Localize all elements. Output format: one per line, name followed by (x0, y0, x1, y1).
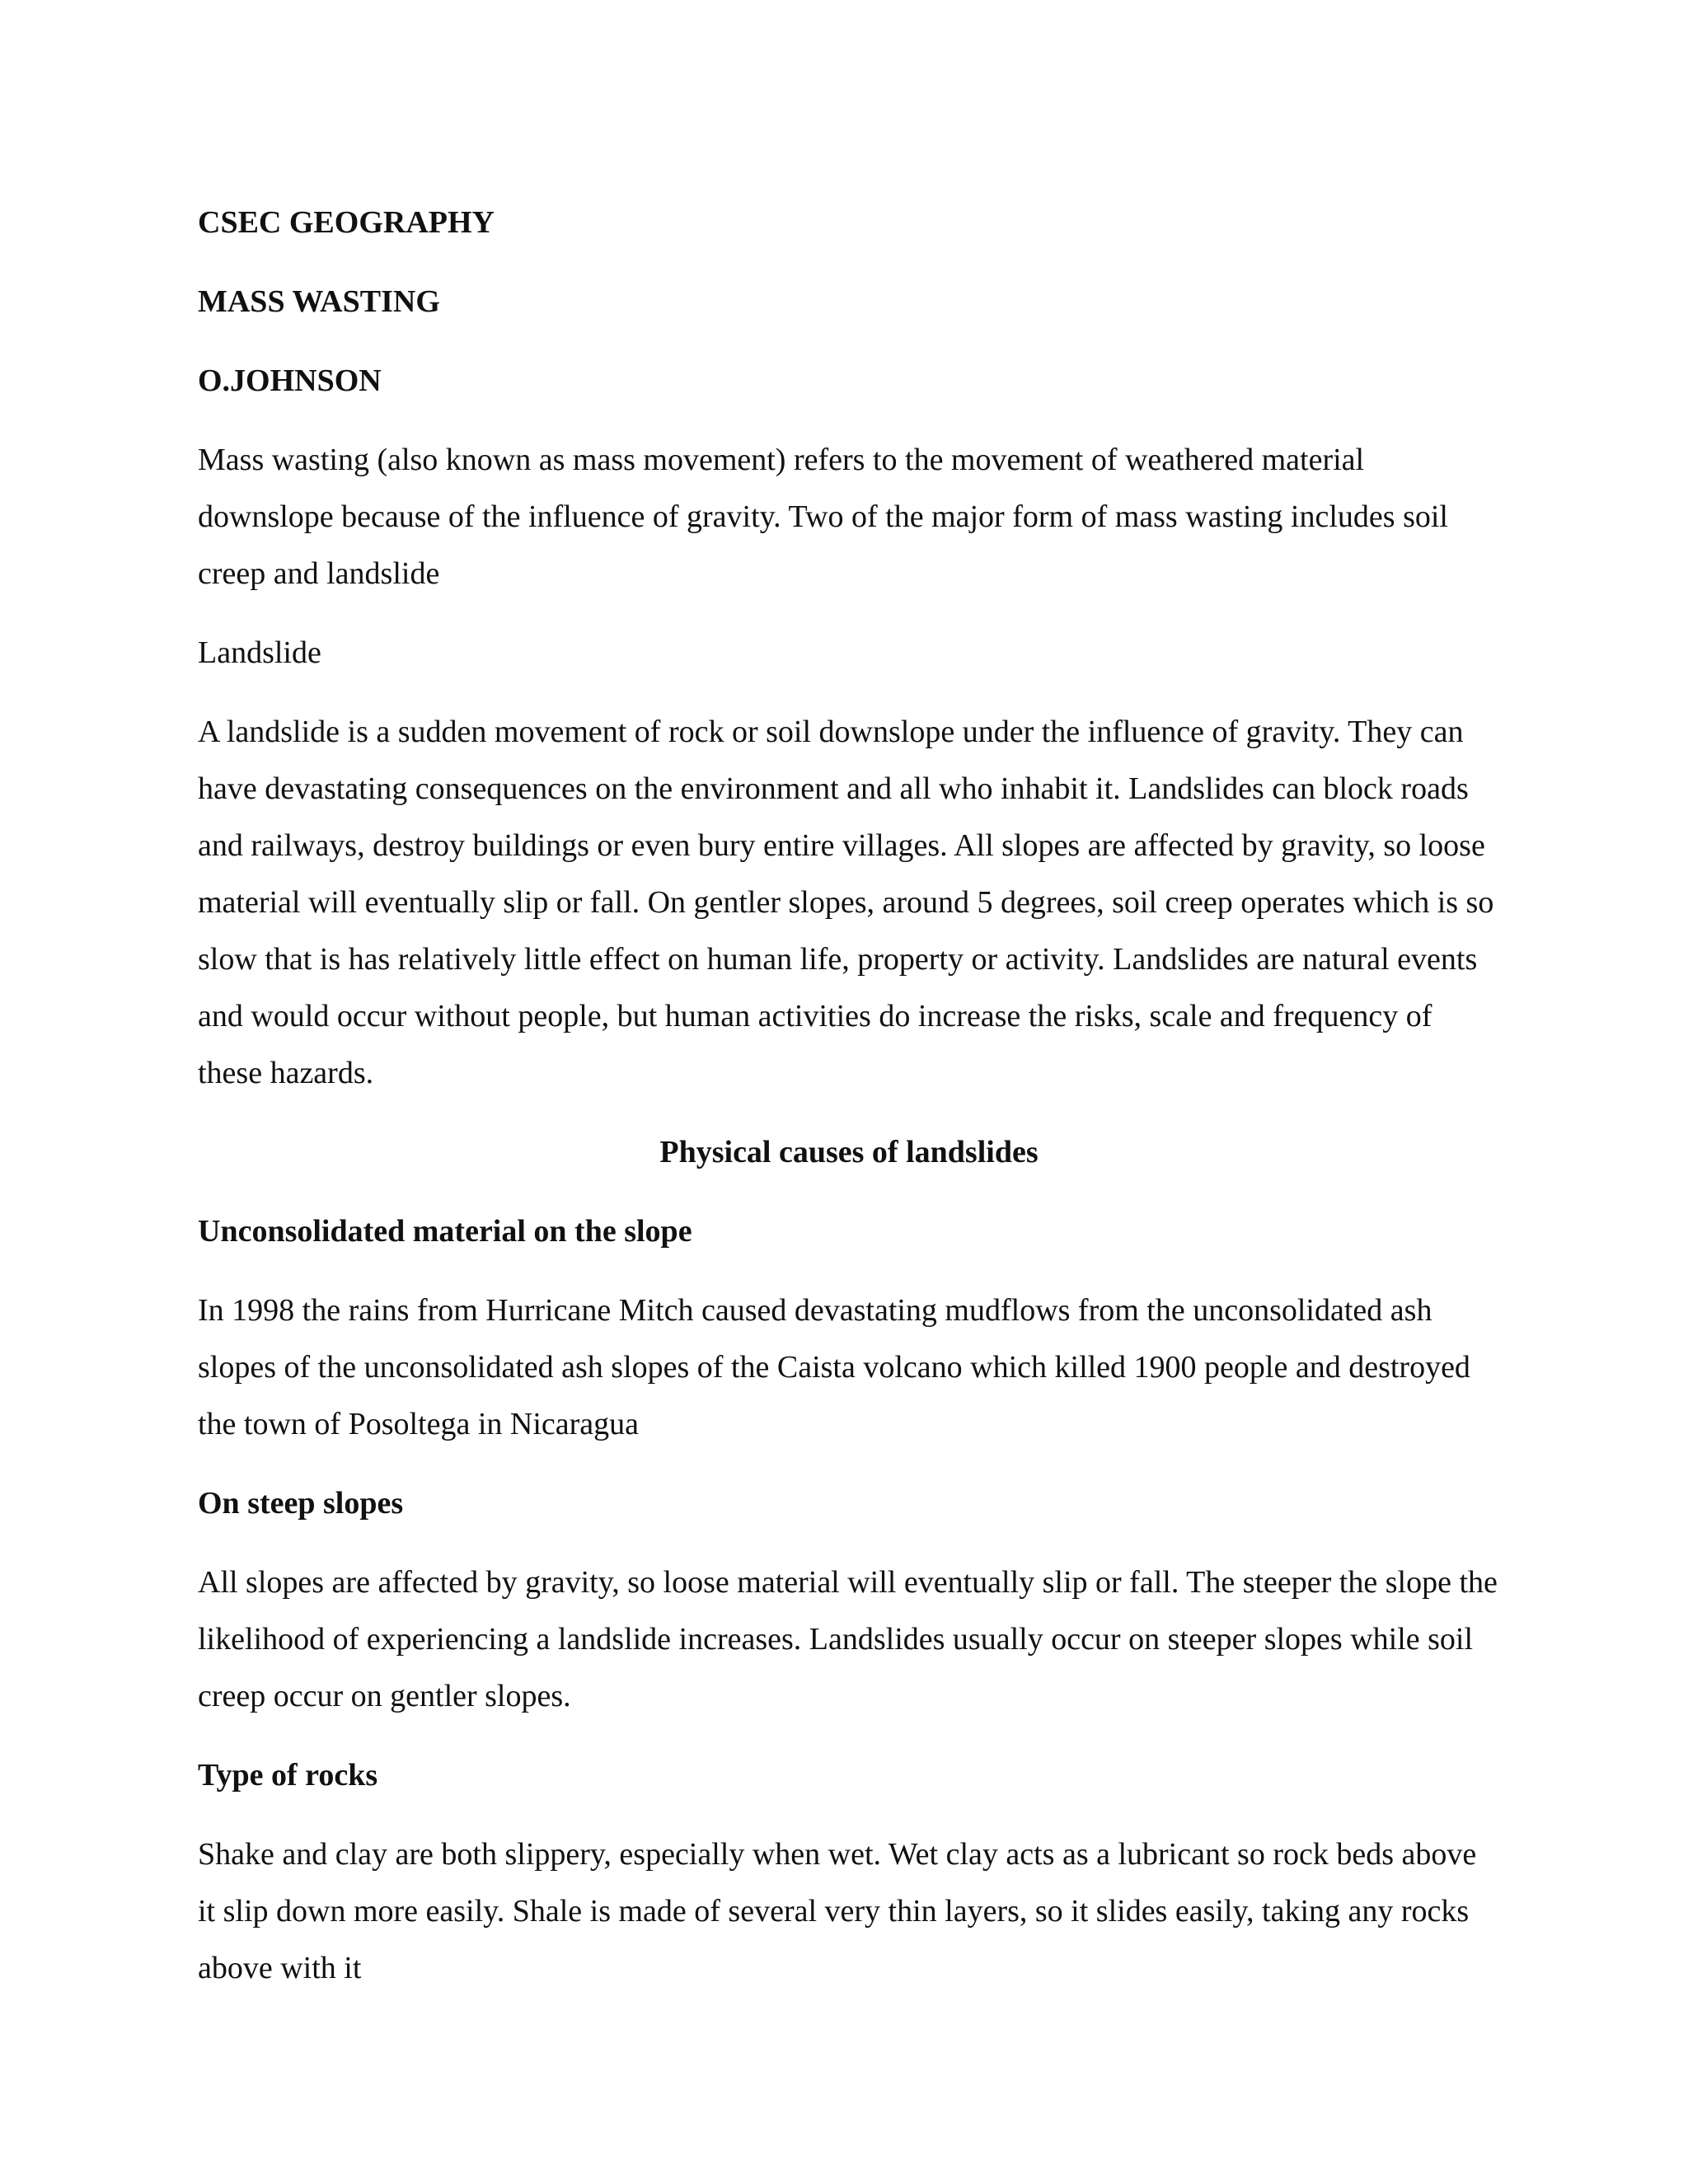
intro-paragraph: Mass wasting (also known as mass movement) refers to the movement of weathered material downslope because of the influence of gravity. Two of the major form of mass wasting includes soil creep and landslide (198, 443, 1448, 591)
section-body-steep-slopes: All slopes are affected by gravity, so loose material will eventually slip or fall. The steeper the slope the likelihood of experiencing a landslide increases. Landslides usually occur on steeper slopes while soil creep occur on gentler slopes. (198, 1565, 1498, 1713)
topic-title: MASS WASTING (198, 284, 440, 319)
course-title: CSEC GEOGRAPHY (198, 205, 495, 240)
section-heading-unconsolidated: Unconsolidated material on the slope (198, 1214, 692, 1249)
section-heading-steep-slopes: On steep slopes (198, 1486, 404, 1521)
author-name: O.JOHNSON (198, 363, 382, 398)
landslide-paragraph: A landslide is a sudden movement of rock or soil downslope under the influence of gravity. They can have devastating consequences on the environment and all who inhabit it. Landslides can block roads and railways, destroy buildings or even bury entire villages. All slopes are affected by gravity, so loose material will eventually slip or fall. On gentler slopes, around 5 degrees, soil creep operates which is so slow that is has relatively little effect on human life, property or activity. Landslides are natural events and would occur without people, but human activities do increase the risks, scale and frequency of these hazards. (198, 715, 1494, 1090)
physical-causes-heading: Physical causes of landslides (659, 1135, 1039, 1169)
landslide-label: Landslide (198, 635, 321, 670)
section-heading-type-of-rocks: Type of rocks (198, 1758, 378, 1793)
section-body-type-of-rocks: Shake and clay are both slippery, especially when wet. Wet clay acts as a lubricant so rock beds above it slip down more easily. Shale is made of several very thin layers, so it slides easily, taking any rocks above with it (198, 1837, 1477, 1985)
document-page (198, 194, 1500, 2019)
section-body-unconsolidated: In 1998 the rains from Hurricane Mitch caused devastating mudflows from the unconsolidated ash slopes of the unconsolidated ash slopes of the Caista volcano which killed 1900 people and destroyed the town of Posoltega in Nicaragua (198, 1293, 1470, 1441)
